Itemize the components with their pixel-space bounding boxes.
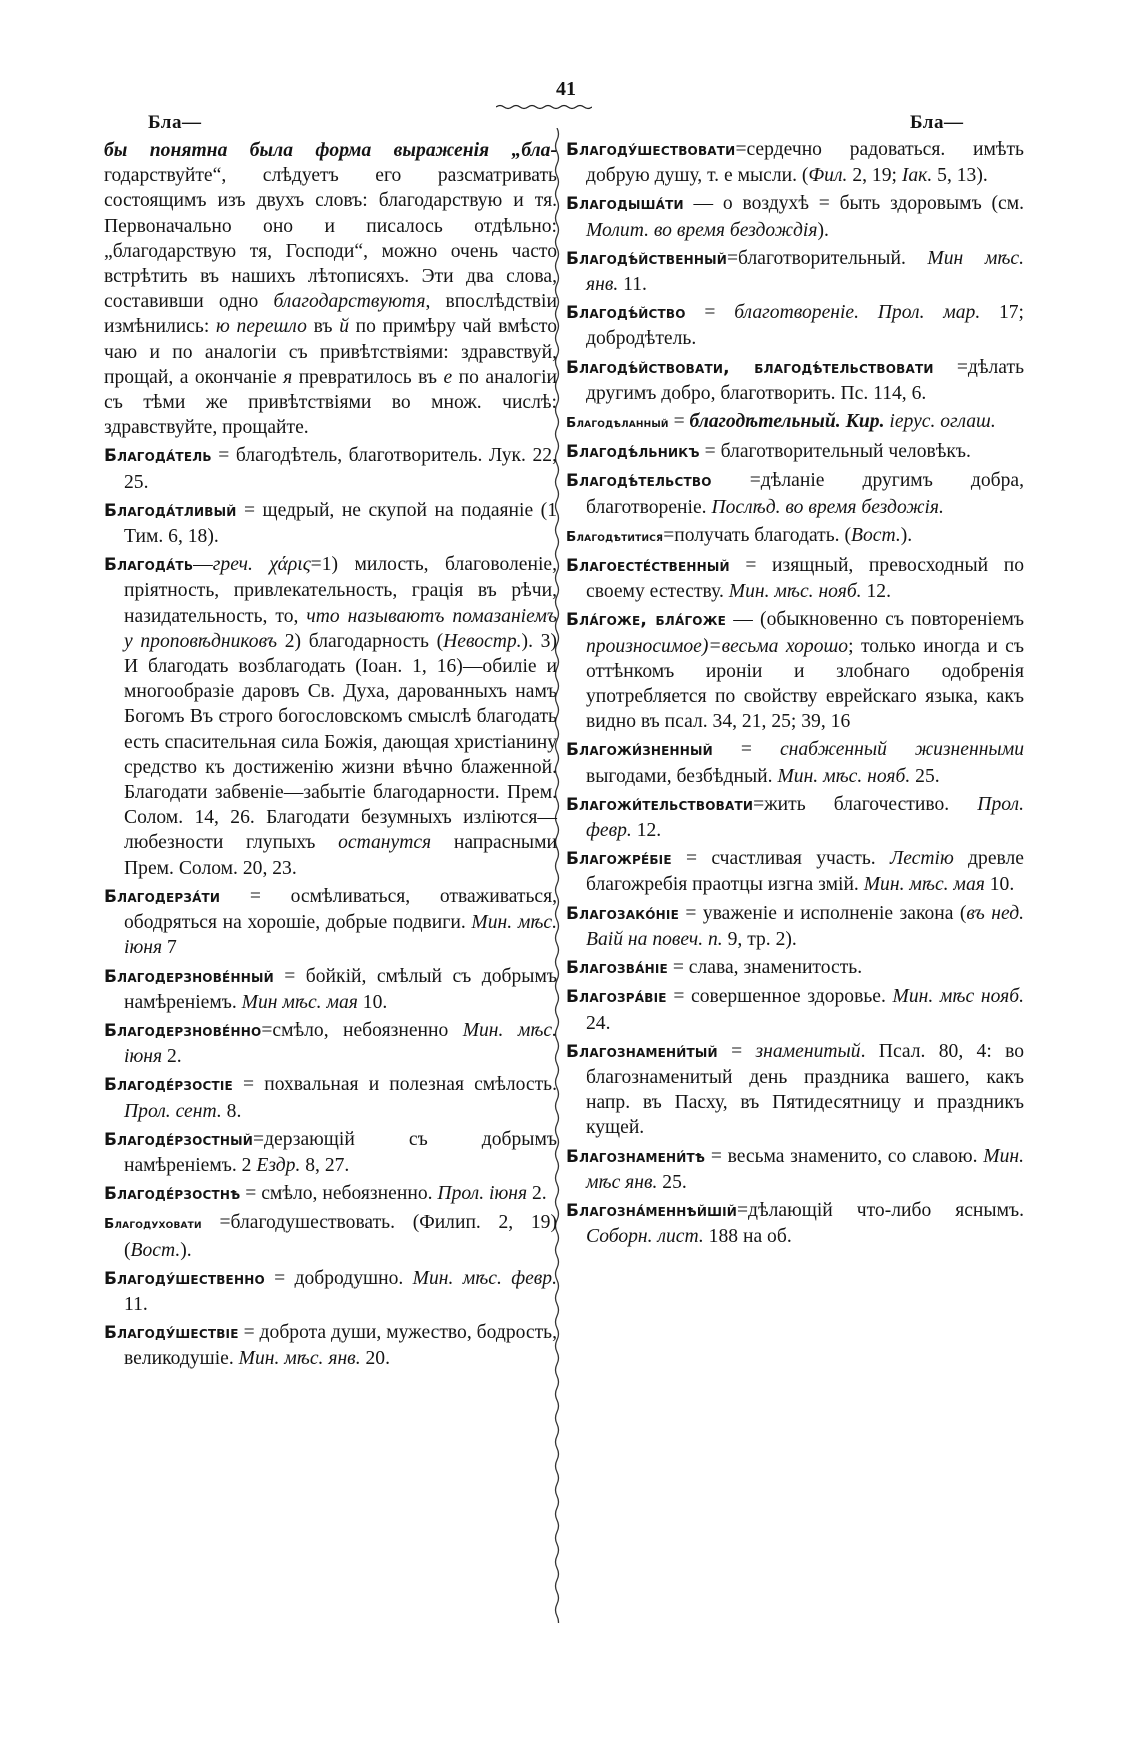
entry-text: =сердечно радоваться. имѣть добрую душу, т. е мысли. ( (586, 139, 1024, 187)
entry-text: 2. (527, 1183, 547, 1205)
entry-headword: Благоде́рзостный (104, 1129, 253, 1150)
entry-text: 20. (360, 1348, 390, 1370)
entry-headword: Благознамени́тый (566, 1041, 718, 1062)
entry-text: = бойкій, смѣлый съ добрымъ намѣреніемъ. (124, 965, 557, 1013)
entry-headword: Благода́тель (104, 446, 212, 467)
entry-reference: благотвореніе. Прол. мар. (734, 302, 981, 324)
entry-text: ). (180, 1239, 192, 1261)
dictionary-entry (566, 607, 1024, 734)
entry-headword: Благоде́рзостіе (104, 1075, 233, 1096)
entry-text: =жить благочестиво. (753, 793, 978, 815)
entry-headword: Благоесте́ственный (566, 556, 730, 577)
entry-headword: Благодѣ́йство (566, 303, 686, 324)
entry-text: = слава, знаменитость. (667, 957, 863, 979)
entry-headword: Благоде́рзостнѣ (104, 1184, 241, 1205)
entry-reference: Вост. (851, 524, 901, 546)
entry-reference: греч. χάρις (212, 554, 311, 576)
entry-headword: Благодѣ́йственный (566, 248, 727, 269)
entry-reference: е (443, 366, 453, 388)
entry-text: = благотворительный человѣкъ. (699, 441, 971, 463)
entry-text: =дѣлать другимъ добро, благотворить. Пс. 114, 6. (586, 356, 1024, 404)
dictionary-entry (566, 846, 1024, 897)
entry-headword: Благожи́тельствовати (566, 794, 754, 815)
entry-text: =1) милость, благоволеніе, пріятность, привлекательность, грація въ рѣчи, назидательность, то, (124, 554, 557, 627)
running-head-right: Бла— (910, 112, 964, 133)
entry-headword: Благодерзнове́нно (104, 1020, 262, 1041)
entry-text: = (685, 302, 735, 324)
page-number: 41 (556, 78, 576, 100)
entry-text: = (668, 411, 690, 433)
entry-text: = изящный, превосходный по своему естеству. (586, 555, 1024, 603)
entry-reference: Прол. іюня (437, 1183, 528, 1205)
entry-reference: Іак. (901, 165, 933, 187)
dictionary-entry (104, 1181, 557, 1207)
entry-text: 8, 27. (300, 1154, 350, 1176)
entry-text: въ (306, 316, 340, 338)
entry-reference: й (339, 316, 349, 338)
dictionary-entry (104, 1018, 557, 1069)
dictionary-entry (566, 737, 1024, 788)
dictionary-entry (566, 191, 1024, 242)
entry-headword: Благожре́біе (566, 849, 672, 870)
right-column (566, 137, 1024, 1252)
entry-text: 17; добродѣтель. (586, 302, 1025, 350)
dictionary-entry (566, 300, 1024, 351)
entry-reference: знаменитый (755, 1040, 861, 1062)
entry-text: 11. (124, 1293, 148, 1315)
entry-text: ; только иногда и съ оттѣнкомъ ироніи и злобнаго одобренія употребляется по свойству еврейскаго языка, какъ видно въ псал. 34, 21, 25; 39, 16 (586, 635, 1024, 733)
entry-text: — о воздухѣ = быть здоровымъ (см. (683, 193, 1024, 215)
entry-reference: Мин мѣс. янв. (586, 247, 1024, 296)
entry-headword: Благознамени́тѣ (566, 1146, 706, 1167)
entry-headword: Бла́гоже, бла́гоже (566, 610, 726, 631)
dictionary-entry (566, 137, 1024, 188)
entry-text: = (717, 1040, 756, 1062)
entry-text: =дѣланіе другимъ добра, благотвореніе. (586, 470, 1024, 518)
entry-headword: Благодѣ́йствовати, благодѣ́тельствовати (566, 357, 934, 378)
entry-headword: Благозако́ніе (566, 903, 679, 924)
dictionary-entry (566, 409, 1024, 436)
entry-continuation (104, 138, 557, 440)
running-head-left: Бла— (148, 112, 202, 133)
entry-text: = уваженіе и исполненіе закона ( (679, 902, 967, 924)
entry-reference: Прол. сент. (124, 1100, 222, 1122)
entry-reference: благодѣтельный. Кир. (689, 411, 890, 433)
entry-text: =получать благодать. ( (663, 524, 851, 546)
entry-text: =смѣло, небоязненно (261, 1019, 463, 1041)
entry-text: = смѣло, небоязненно. (240, 1183, 438, 1205)
entry-text: 188 на об. (703, 1226, 792, 1248)
entry-text: . Псал. 80, 4: во благознаменитый день праздника вашего, какъ напр. въ Пасху, въ Пятидесятницу и праздникъ кущей. (586, 1040, 1024, 1139)
entry-text: =дерзающій съ добрымъ намѣреніемъ. 2 (124, 1128, 557, 1176)
entry-text: 11. (618, 274, 647, 296)
dictionary-entry (566, 553, 1024, 604)
entry-text: = добродушно. (264, 1267, 413, 1289)
dictionary-entry (566, 1198, 1024, 1249)
entry-reference: Мин мѣс. мая (241, 991, 358, 1013)
entry-reference: останутся (338, 832, 432, 854)
entry-text: 9, тр. 2). (722, 928, 797, 950)
entry-text: 2. (162, 1046, 182, 1068)
entry-text: = (712, 739, 780, 761)
dictionary-entry (566, 955, 1024, 981)
entry-reference: что называютъ помазаніемъ у проповѣдниковъ (124, 605, 558, 652)
entry-reference: Мин. мѣс янв. (586, 1145, 1024, 1193)
entry-reference: Невостр. (443, 630, 522, 652)
entry-text: — (обыкновенно съ повтореніемъ (726, 609, 1024, 631)
entry-text: — (193, 554, 213, 576)
entry-headword: Благодерзнове́нный (104, 966, 274, 987)
entry-text: 12. (861, 581, 891, 603)
page-number-wavy-rule (496, 104, 592, 110)
entry-reference: Мин. мѣс. февр. (412, 1267, 558, 1289)
entry-headword: Благожи́зненный (566, 740, 713, 761)
entry-reference: Мин. мѣс. мая (863, 874, 985, 896)
entry-reference: Вост. (130, 1239, 181, 1261)
entry-text: по аналогіи съ тѣми же привѣтствіями во множ. числѣ: здравствуйте, прощайте. (104, 366, 558, 439)
entry-text: =благотворительный. (726, 247, 928, 269)
dictionary-entry (104, 1266, 557, 1317)
dictionary-entry (104, 1072, 557, 1123)
entry-text: = благодѣтель, благотворитель. Лук. 22, 25. (124, 445, 557, 493)
entry-reference: Лестію (889, 848, 954, 870)
entry-headword: Благоду́шествовати (566, 140, 736, 160)
entry-reference: снабженный жизненными (779, 739, 1024, 761)
entry-text: , впослѣдствіи измѣнились: (104, 291, 557, 338)
dictionary-entry (566, 523, 1024, 550)
entry-reference: Послѣд. во время бездожія. (711, 496, 944, 518)
entry-headword: Благодыша́ти (566, 194, 684, 215)
dictionary-entry (104, 443, 557, 494)
entry-text: =дѣлающій что-либо яснымъ. (737, 1199, 1024, 1221)
entry-text: 10. (357, 991, 388, 1013)
entry-reference: перешло (236, 316, 307, 338)
entry-headword: Благодѣланный (566, 415, 669, 432)
dictionary-entry (566, 1039, 1024, 1141)
entry-reference: въ нед. Ваій на повеч. п. (586, 902, 1024, 950)
entry-text: = доброта души, мужество, бодрость, великодушіе. (124, 1322, 557, 1370)
dictionary-entry (566, 246, 1024, 297)
entry-text: превратилось въ (292, 366, 444, 388)
entry-text: = щедрый, не скупой на подаяніе (1 Тим. 6, 18). (124, 499, 557, 548)
entry-text: древле благожребія праотцы изгна змій. (586, 848, 1024, 896)
entry-headword: Благодуховати (104, 1216, 202, 1233)
entry-headword: Благодѣ́тельство (566, 471, 712, 492)
entry-headword: Благода́тливый (104, 500, 237, 521)
entry-text: выгодами, безбѣдный. (586, 765, 778, 787)
left-column (104, 138, 557, 1375)
dictionary-entry (566, 439, 1024, 465)
entry-headword: Благодѣ́льникъ (566, 442, 700, 463)
entry-text: = похвальная и полезная смѣлость. (232, 1074, 557, 1096)
dictionary-entry (104, 1127, 557, 1178)
entry-text: 8. (221, 1100, 242, 1122)
entry-text: напрасными Прем. Солом. 20, 23. (124, 832, 557, 879)
dictionary-entry (566, 355, 1024, 406)
entry-text: 2, 19; (847, 165, 902, 187)
dictionary-entry (566, 468, 1024, 519)
entry-reference: произносимое)=весьма хорошо (586, 635, 849, 657)
entry-reference: Мин. мѣс. іюня (124, 912, 557, 959)
dictionary-entry (104, 884, 557, 961)
entry-headword: Благозва́ніе (566, 958, 668, 979)
entry-headword: Благоду́шествіе (104, 1323, 239, 1344)
entry-text: 10. (984, 874, 1015, 896)
entry-text: 25. (657, 1171, 687, 1193)
entry-reference: Мин. мѣс. нояб. (777, 765, 911, 787)
entry-text: ). (817, 219, 829, 241)
entry-text: 2) благодарность ( (277, 630, 444, 652)
entry-reference: іерус. оглаш. (889, 411, 996, 433)
entry-text: ). 3) И благодать возблагодать (Іоан. 1, 16)—обиліе и многообразіе даровъ Св. Духа, дарованныхъ намъ Богомъ Въ строго богословскомъ смыслѣ благодать есть спасительная сила Божія, дающая христіанину средство къ достиженію жизни вѣчно блаженной. Благодати забвеніе—забытіе благодарности. Прем. Солом. 14, 26. Благодати безумныхъ излiются—любезности глупыхъ (124, 630, 557, 854)
entry-text: годарствуйте“, слѣдуетъ его разсматривать состоящимъ изъ двухъ словъ: благодарствую и тя. Первоначально оно и писалось отдѣльно: „благодарствую тя, Господи“, можно очень часто встрѣтить въ нашихъ лѣтописяхъ. Эти два слова, составивши одно (104, 165, 557, 313)
entry-text: 12. (631, 820, 662, 842)
entry-headword: Благода́ть (104, 555, 194, 576)
entry-reference: я (283, 366, 293, 388)
dictionary-entry (566, 901, 1024, 952)
dictionary-entry (566, 792, 1024, 843)
dictionary-entry (104, 1320, 557, 1371)
entry-text: 25. (910, 765, 940, 787)
entry-text: = осмѣливаться, отваживаться, ободряться на хорошіе, добрые подвиги. (124, 885, 557, 934)
entry-reference: Мин. мѣс. нояб. (728, 581, 862, 603)
entry-headword: Благодерза́ти (104, 886, 221, 907)
entry-text: ). (900, 524, 913, 546)
entry-headword: Благодѣтитися (566, 528, 664, 545)
entry-headword: Благозра́віе (566, 987, 667, 1008)
dictionary-entry (104, 964, 557, 1015)
entry-reference: бы понятна была форма выраженія „бла- (104, 140, 557, 161)
entry-reference: Соборн. лист. (586, 1226, 704, 1248)
entry-text: = счастливая участь. (671, 848, 890, 870)
entry-headword: Благозна́меннѣйшій (566, 1200, 737, 1221)
entry-text: 24. (586, 1012, 611, 1034)
entry-reference: Мин. мѣс нояб. (892, 986, 1024, 1008)
entry-text: 5, 13). (932, 165, 988, 187)
entry-text: по примѣру чай вмѣсто чаю и по аналогіи съ привѣтствіями: здравствуй, прощай, а окончаніе (104, 316, 557, 388)
dictionary-entry (104, 552, 557, 881)
entry-reference: ю (216, 316, 230, 338)
dictionary-entry (104, 1210, 557, 1262)
entry-reference: Мин. мѣс. янв. (238, 1348, 361, 1370)
entry-text: 7 (162, 937, 177, 959)
entry-reference: Ездр. (256, 1154, 301, 1176)
dictionary-entry (566, 984, 1024, 1035)
entry-text (230, 316, 237, 337)
dictionary-entry (104, 498, 557, 549)
entry-reference: Прол. февр. (586, 793, 1024, 842)
entry-reference: Молит. во время бездождія (586, 219, 818, 241)
entry-reference: Фил. (808, 165, 848, 187)
entry-text: = совершенное здоровье. (666, 986, 893, 1008)
entry-reference: благодарствуютя (273, 291, 426, 313)
dictionary-entry (566, 1144, 1024, 1195)
entry-reference: Мин. мѣс. іюня (124, 1019, 557, 1068)
entry-text: =благодушествовать. (Филип. 2, 19) ( (124, 1212, 557, 1261)
entry-text: = весьма знаменито, со славою. (705, 1145, 984, 1167)
entry-headword: Благоду́шественно (104, 1268, 265, 1289)
